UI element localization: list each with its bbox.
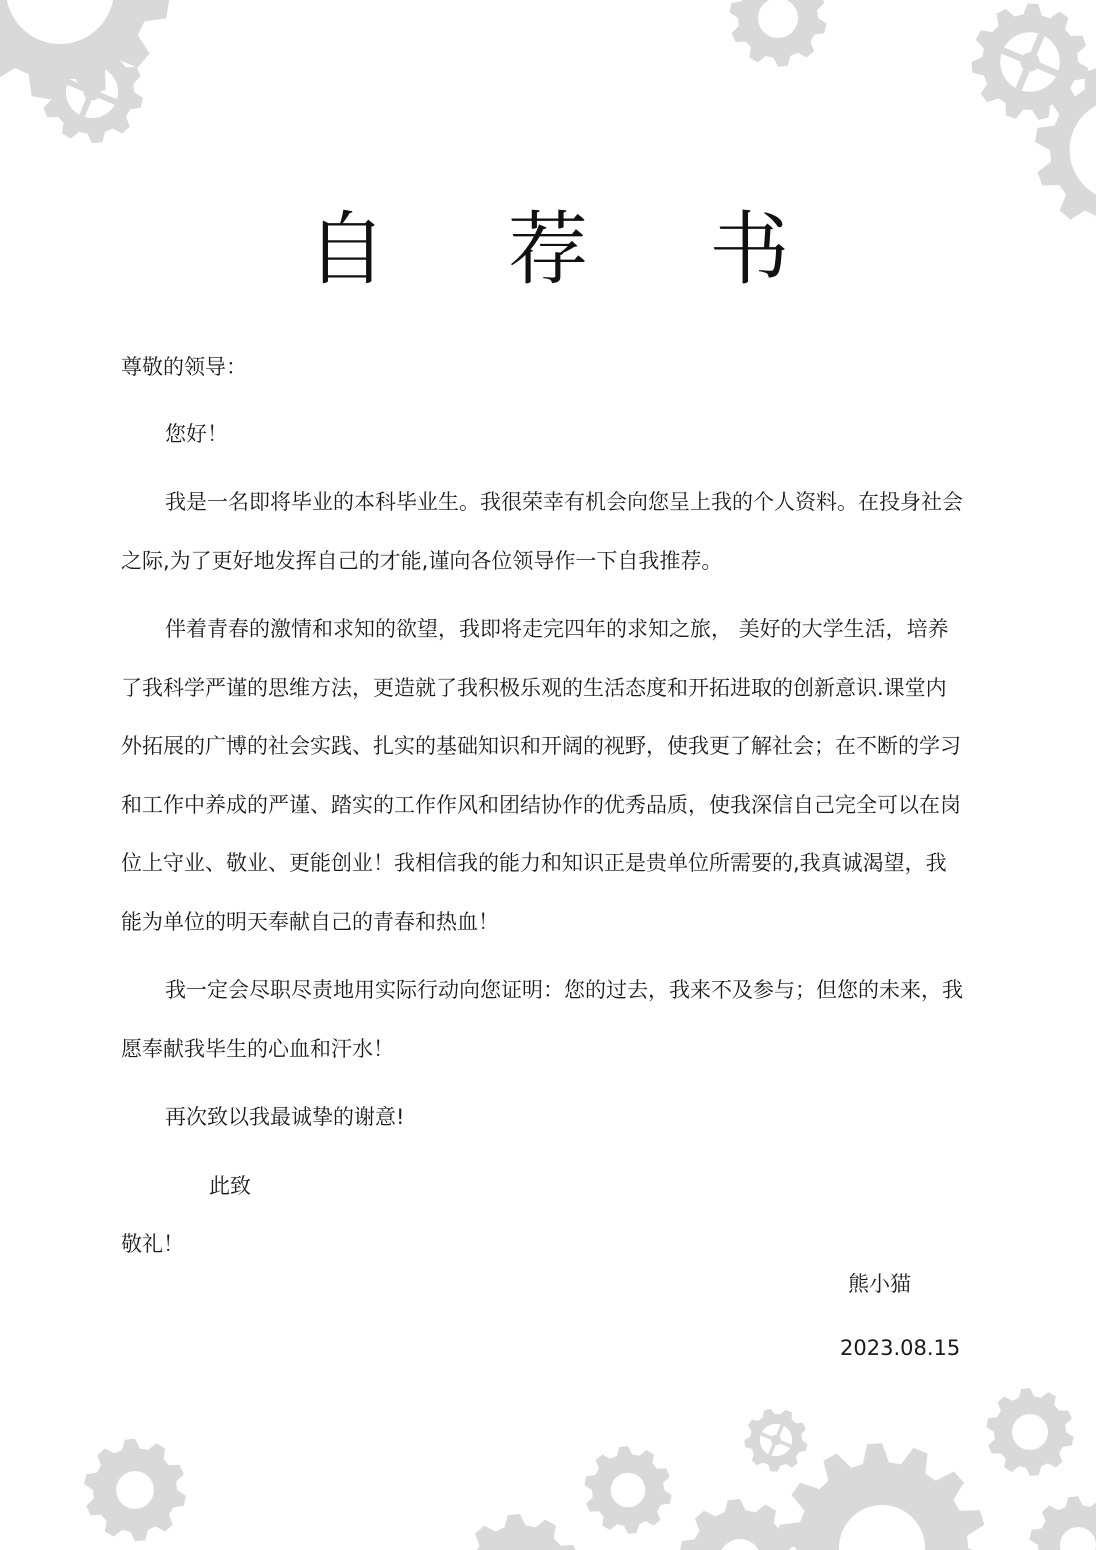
paragraph-experience: 伴着青春的激情和求知的欲望，我即将走完四年的求知之旅， 美好的大学生活，培养了我科学严谨的思维方法，更造就了我积极乐观的生活态度和开拓进取的创新意识.课堂内外拓展的广博的社会实践、扎实的基础知识和开阔的视野，使我更了解社会；在不断的学习和工作中养成的严谨、踏实的工作作风和团结协作的优秀品质，使我深信自己完全可以在岗位上守业、敬业、更能创业！我相信我的能力和知识正是贵单位所需要的,我真诚渴望，我能为单位的明天奉献自己的青春和热血！	[121, 617, 961, 934]
greeting: 您好！	[165, 421, 228, 446]
salutation: 尊敬的领导：	[121, 355, 247, 379]
document-title: 自 荐 书	[306, 203, 838, 296]
paragraph-intro: 我是一名即将毕业的本科毕业生。我很荣幸有机会向您呈上我的个人资料。在投身社会之际,为了更好地发挥自己的才能,谨向各位领导作一下自我推荐。	[121, 490, 963, 573]
date: 2023.08.15	[840, 1336, 961, 1360]
closing-jingli: 敬礼！	[121, 1232, 184, 1256]
letter-body	[121, 338, 967, 1274]
paragraph-thanks: 再次致以我最诚挚的谢意!	[165, 1105, 405, 1129]
signature: 熊小猫	[848, 1272, 911, 1296]
closing-cizhi: 此致	[209, 1173, 251, 1198]
paragraph-commitment: 我一定会尽职尽责地用实际行动向您证明：您的过去，我来不及参与；但您的未来，我愿奉献我毕生的心血和汗水！	[121, 978, 963, 1061]
